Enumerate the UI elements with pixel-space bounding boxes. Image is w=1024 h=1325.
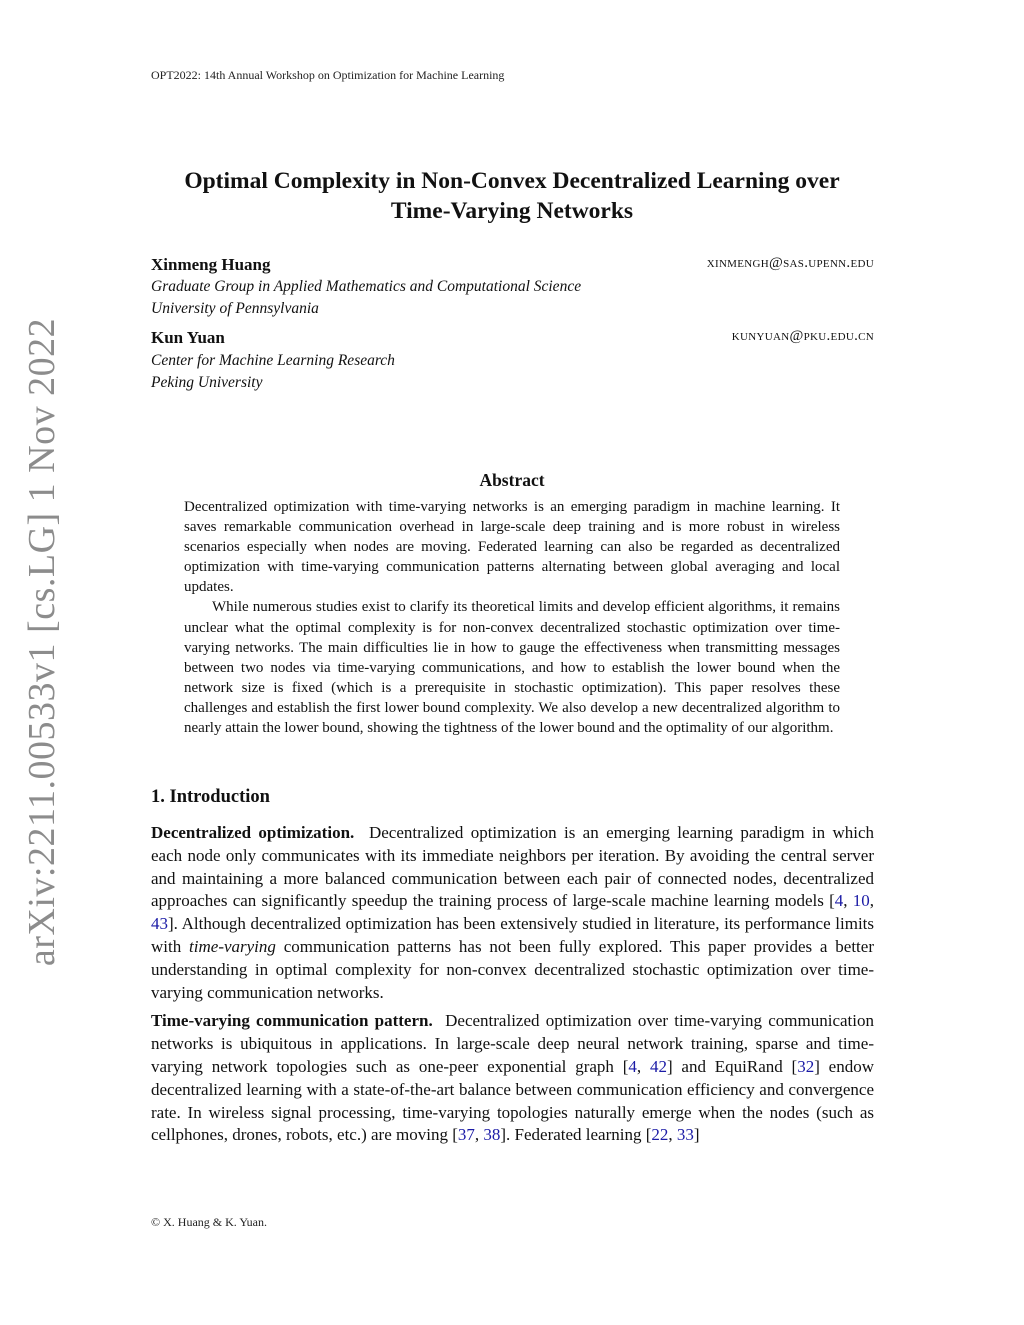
author-email: kunyuan@pku.edu.cn	[731, 328, 874, 344]
text-span: ,	[668, 1125, 677, 1145]
abstract-paragraph: While numerous studies exist to clarify its theoretical limits and develop efficient algorithms, it remains unclear what the optimal complexity is for non-convex decentralized stochastic optimization over time-varying networks. The main difficulties lie in how to gauge the effectiveness when transmitting messages between two nodes via time-varying communications, and how to establish the lower bound when the network size is fixed (which is a prerequisite in stochastic optimization). This paper resolves these challenges and establish the first lower bound complexity. We also develop a new decentralized algorithm to nearly attain the lower bound, showing the tightness of the lower bound and the optimality of our algorithm.	[184, 599, 840, 737]
paper-title	[150, 166, 874, 226]
citation-link[interactable]: 33	[676, 1125, 694, 1145]
citation-link[interactable]: 32	[797, 1056, 815, 1076]
author-affiliation: Graduate Group in Applied Mathematics and Computational Science	[151, 278, 582, 295]
abstract-body	[184, 497, 840, 738]
citation-link[interactable]: 22	[651, 1125, 669, 1145]
author-institution: University of Pennsylvania	[151, 300, 319, 317]
text-span: ,	[474, 1125, 484, 1145]
citation-link[interactable]: 42	[649, 1056, 667, 1076]
body-paragraph	[151, 822, 874, 1004]
text-span: communication patterns has not been fully explored. This paper provides a better understanding in optimal complexity for non-convex decentralized stochastic optimization over time-varying communication networks.	[151, 936, 874, 1002]
author-name: Xinmeng Huang	[151, 255, 271, 274]
citation-link[interactable]: 4	[834, 891, 844, 911]
arxiv-stamp	[0, 0, 80, 1325]
paragraph-heading: Decentralized optimization.	[151, 823, 355, 842]
citation-link[interactable]: 38	[483, 1125, 501, 1145]
citation-link[interactable]: 43	[151, 914, 168, 934]
title-line-2: Time-Varying Networks	[390, 198, 634, 224]
author-institution: Peking University	[151, 374, 263, 391]
text-span: Decentralized optimization is an emerging learning paradigm in which each node only communicates with its immediate neighbors per iteration. By avoiding the central server and maintaining a more balanced communication between each pair of connected nodes, decentralized approaches can significantly speedup the training process of large-scale machine learning models [	[151, 823, 875, 911]
author-email: xinmengh@sas.upenn.edu	[706, 255, 874, 271]
copyright-footer: © X. Huang & K. Yuan.	[151, 1215, 267, 1229]
introduction-body	[151, 822, 874, 1153]
venue-header: OPT2022: 14th Annual Workshop on Optimization for Machine Learning	[151, 68, 505, 82]
author-block-2	[151, 327, 874, 394]
body-paragraph	[151, 1010, 874, 1147]
abstract-heading: Abstract	[479, 470, 545, 490]
text-span: ,	[636, 1056, 650, 1076]
author-block-1	[151, 254, 874, 320]
citation-link[interactable]: 4	[628, 1056, 637, 1076]
text-span: ] endow decentralized learning with a state-of-the-art balance between communication efficiency and convergence rate. In wireless signal processing, time-varying topologies naturally emerge when the nodes (such as cellphones, drones, robots, etc.) are moving [	[151, 1056, 875, 1145]
text-span: Decentralized optimization over time-varying communication networks is ubiquitous in applications. In large-scale deep neural network training, sparse and time-varying network topologies such as one-peer exponential graph [	[151, 1011, 875, 1076]
text-span: ]. Although decentralized optimization has been extensively studied in literature, its performance limits with	[151, 914, 874, 956]
text-span: ]	[693, 1125, 700, 1145]
emphasis-text: time-varying	[189, 936, 276, 956]
text-span: ]. Federated learning [	[500, 1125, 652, 1145]
paragraph-heading: Time-varying communication pattern.	[151, 1011, 433, 1031]
author-name: Kun Yuan	[151, 328, 225, 347]
citation-link[interactable]: 10	[852, 891, 870, 911]
text-span: ,	[869, 891, 875, 911]
text-span: ] and EquiRand [	[666, 1056, 798, 1076]
citation-link[interactable]: 37	[457, 1125, 475, 1145]
section-heading-introduction: 1. Introduction	[151, 787, 270, 807]
author-affiliation: Center for Machine Learning Research	[151, 352, 395, 369]
arxiv-stamp-text: arXiv:2211.00533v1 [cs.LG] 1 Nov 2022	[21, 317, 63, 967]
title-line-1: Optimal Complexity in Non-Convex Decentralized Learning over	[184, 168, 840, 194]
text-span: ,	[843, 891, 853, 911]
abstract-paragraph: Decentralized optimization with time-varying networks is an emerging paradigm in machine learning. It saves remarkable communication overhead in large-scale deep training and is more robust in wireless scenarios especially when nodes are moving. Federated learning can also be regarded as decentralized optimization with time-varying communication patterns alternating between global averaging and local updates.	[184, 499, 840, 596]
